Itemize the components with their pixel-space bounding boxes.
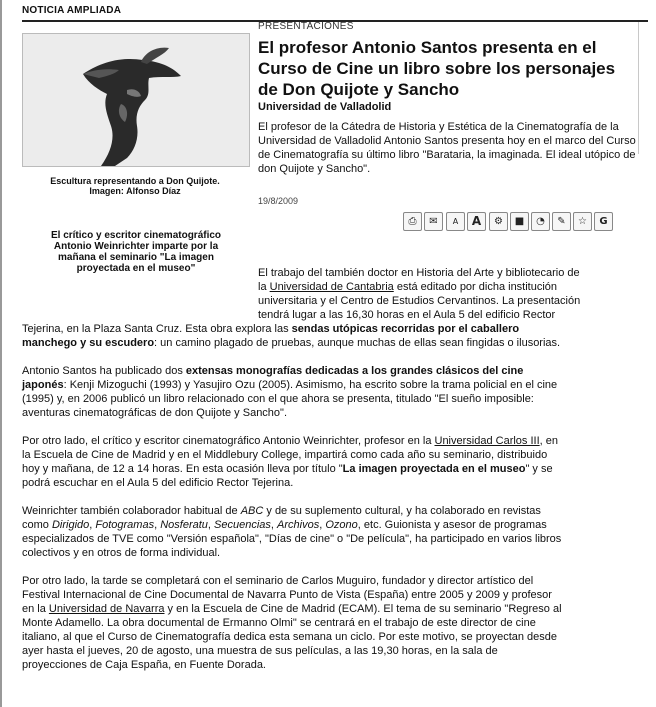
p5-line2 [22, 589, 552, 603]
italic: Nosferatu [160, 519, 208, 531]
p4-line2 [22, 519, 547, 533]
emphasis: manchego y su escudero [22, 337, 155, 349]
text: en la [22, 603, 49, 615]
text: tendrá lugar a las 16,30 horas en el Aula 5 del edificio Rector [258, 309, 556, 321]
text: italiano, al que el Curso de Cinematografía dedica esta semana un ciclo. Por este motivo, se proyectan desde [22, 631, 558, 643]
p1-line1 [258, 267, 580, 281]
italic: Archivos [277, 519, 320, 531]
text: , [154, 519, 161, 531]
p1-line2 [258, 281, 557, 295]
column-divider [638, 22, 639, 154]
italic: Dirigido [51, 519, 90, 531]
emphasis: La imagen proyectada en el museo [342, 463, 526, 475]
emphasis: sendas utópicas recorridas por el caballero [291, 323, 520, 335]
text: especializados de TVE como "Versión española", "Días de cine" o "De película", ha participado en varios libros [22, 533, 562, 545]
p5-line6 [22, 645, 498, 659]
print-icon[interactable]: ⎙ [403, 212, 422, 231]
photo-caption-line2: Imagen: Alfonso Díaz [89, 186, 181, 196]
text: (1995) y, en 2006 publicó un libro relacionado con el que ahora se presenta, titulado "El sueño imposible: [22, 393, 534, 405]
p2-line3 [22, 393, 534, 407]
article-date: 19/8/2009 [258, 196, 299, 206]
text: y en la Escuela de Cine de Madrid (ECAM). El tema de su seminario "Regreso al [164, 603, 562, 615]
text: , etc. Guionista y asesor de programas [357, 519, 547, 531]
photo-caption [22, 176, 248, 196]
text: : Kenji Mizoguchi (1993) y Yasujiro Ozu (2005). Asimismo, ha escrito sobre la trama policial en el cine [63, 379, 558, 391]
text: está editado por dicha institución [393, 281, 558, 293]
text: Festival Internacional de Cine Documental de Navarra Punto de Vista (España) entre 2005 y 2009 y profesor [22, 589, 552, 601]
p2-line1 [22, 365, 523, 379]
text: Antonio Santos ha publicado dos [22, 365, 186, 377]
p5-line1 [22, 575, 533, 589]
text: , [319, 519, 326, 531]
share-icon[interactable]: ⚙ [489, 212, 508, 231]
sculpture-image [23, 34, 249, 166]
text: colectivos y en otros de forma individual. [22, 547, 221, 559]
p5-line4 [22, 617, 536, 631]
text: universitaria y el Centro de Estudios Cervantinos. La presentación [258, 295, 581, 307]
p4-line1 [22, 505, 541, 519]
technorati-icon[interactable]: ☆ [573, 212, 592, 231]
pull-quote: El crítico y escritor cinematográfico Antonio Weinrichter imparte por la mañana el seminario "La imagen proyectada en el museo" [50, 230, 222, 274]
emphasis: extensas monografías dedicadas a los grandes clásicos del cine [185, 365, 524, 377]
text: proyecciones de Caja España, en Fuente Dorada. [22, 659, 266, 671]
text: Monte Adamello. La obra documental de Ermanno Olmi" se centrará en el trabajo de este director de cine [22, 617, 536, 629]
article-toolbar [403, 212, 617, 232]
text: aventuras cinematográficas de don Quijote y Sancho". [22, 407, 288, 419]
text: Tejerina, en la Plaza Santa Cruz. Esta obra explora las [22, 323, 292, 335]
meneame-icon[interactable]: ✎ [552, 212, 571, 231]
source-label: Universidad de Valladolid [258, 101, 392, 113]
p2-line4 [22, 407, 287, 421]
p4-line4 [22, 547, 220, 561]
p3-line1 [22, 435, 558, 449]
text: El trabajo del también doctor en Historia del Arte y bibliotecario de [258, 267, 580, 279]
p3-line2 [22, 449, 547, 463]
text: Weinrichter también colaborador habitual de [22, 505, 241, 517]
link-universidad-cantabria[interactable]: Universidad de Cantabria [269, 281, 394, 293]
p3-line3 [22, 463, 553, 477]
text: podrá escuchar en el Aula 5 del edificio Rector Tejerina. [22, 477, 294, 489]
headline: El profesor Antonio Santos presenta en el Curso de Cine un libro sobre los personajes de Don Quijote y Sancho [258, 38, 616, 99]
text: , [270, 519, 278, 531]
digg-icon[interactable]: ◔ [531, 212, 550, 231]
text: , [89, 519, 96, 531]
emphasis: japonés [22, 379, 64, 391]
italic: Secuencias [214, 519, 271, 531]
p5-line5 [22, 631, 557, 645]
p2-line2 [22, 379, 557, 393]
google-icon[interactable]: G [594, 212, 613, 231]
text: ayer hasta el jueves, 20 de agosto, una muestra de sus películas, a las 19,30 horas, en la sala de [22, 645, 498, 657]
email-icon[interactable]: ✉ [424, 212, 443, 231]
text: , [207, 519, 215, 531]
p4-line3 [22, 533, 561, 547]
link-universidad-navarra[interactable]: Universidad de Navarra [48, 603, 165, 615]
lead-paragraph: El profesor de la Cátedra de Historia y Estética de la Cinematografía de la Universidad de Valladolid Antonio Santos presenta hoy en el marco del Curso de Cinematografía su último libro "Barataria, la imaginada. El ideal utópico de don Quijote y Sancho". [258, 121, 636, 175]
text: , en [539, 435, 559, 447]
p3-line4 [22, 477, 293, 491]
italic: Fotogramas [95, 519, 155, 531]
text: Por otro lado, el crítico y escritor cinematográfico Antonio Weinrichter, profesor en la [22, 435, 435, 447]
p1-line5 [22, 323, 519, 337]
font-larger-icon[interactable]: A [467, 212, 486, 231]
italic: Ozono [325, 519, 358, 531]
italic: ABC [240, 505, 264, 517]
text: y de su suplemento cultural, y ha colaborado en revistas [263, 505, 541, 517]
text: " y se [525, 463, 553, 475]
text: como [22, 519, 52, 531]
sculpture-photo[interactable] [22, 33, 250, 167]
text: la Escuela de Cine de Madrid y en el Middlebury College, impartirá como cada año su seminario, distribuido [22, 449, 548, 461]
section-label: NOTICIA AMPLIADA [22, 5, 122, 16]
p1-line6 [22, 337, 560, 351]
p1-line3 [258, 295, 580, 309]
page-left-border [0, 0, 2, 707]
delicious-icon[interactable]: ■ [510, 212, 529, 231]
text: hoy y mañana, de 12 a 14 horas. En esta ocasión lleva por título " [22, 463, 343, 475]
text: : un camino plagado de pruebas, aunque muchas de ellas sean fingidas o ilusorias. [154, 337, 561, 349]
section-header [0, 0, 656, 22]
category-label: PRESENTACIONES [258, 21, 354, 32]
text: la [258, 281, 270, 293]
link-universidad-carlos-iii[interactable]: Universidad Carlos III [434, 435, 540, 447]
photo-caption-line1: Escultura representando a Don Quijote. [50, 176, 220, 186]
p1-line4 [258, 309, 555, 323]
text: Por otro lado, la tarde se completará con el seminario de Carlos Muguiro, fundador y director artístico del [22, 575, 534, 587]
font-smaller-icon[interactable]: A [446, 212, 465, 231]
p5-line7 [22, 659, 266, 673]
p5-line3 [22, 603, 562, 617]
